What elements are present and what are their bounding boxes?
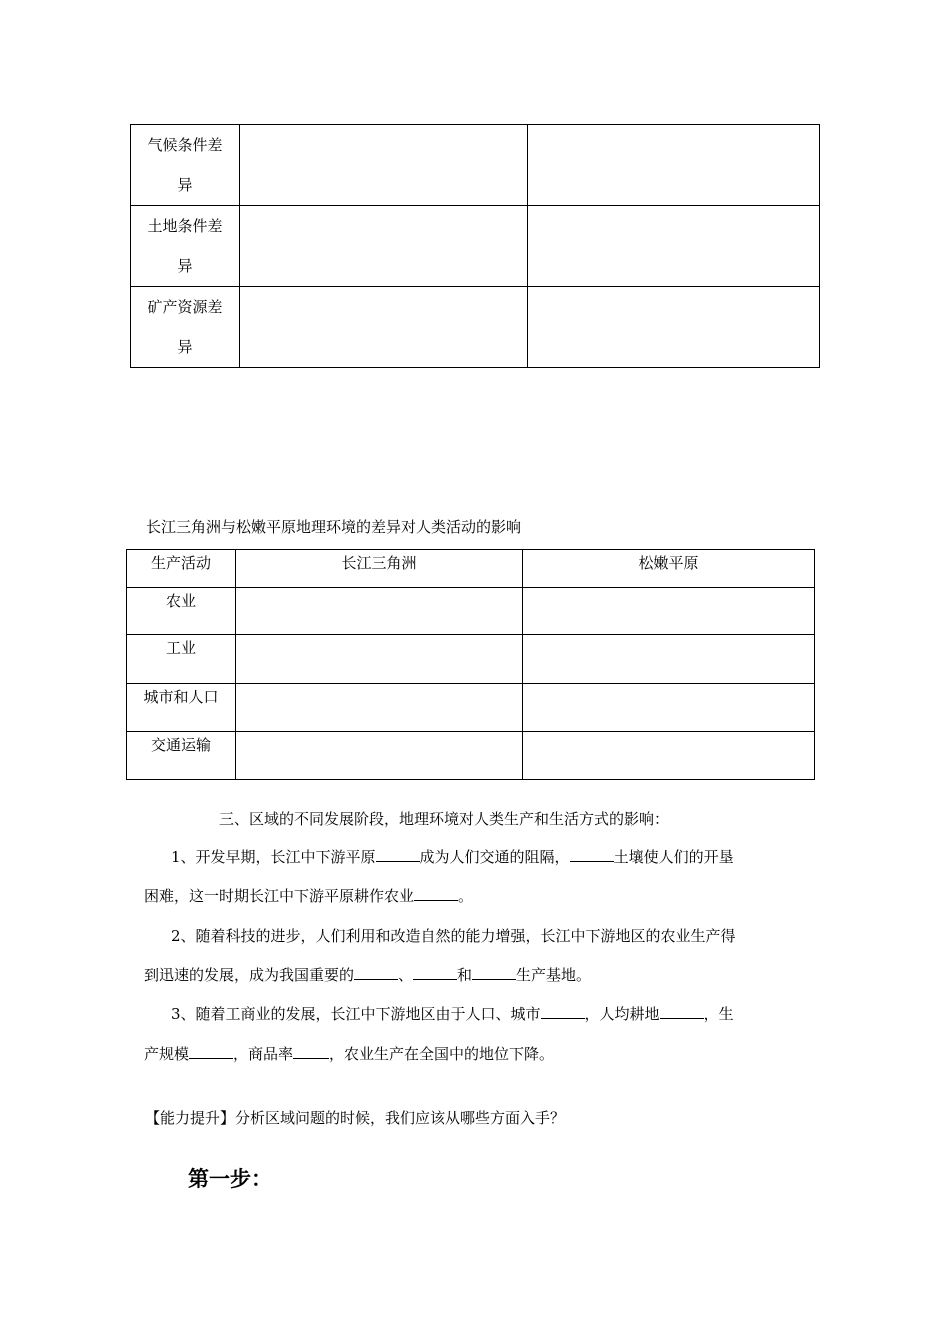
table-header-row (127, 550, 815, 588)
fill-blank[interactable] (570, 846, 614, 862)
environment-difference-table (130, 124, 820, 368)
table-cell (236, 732, 523, 780)
table-row (131, 125, 820, 206)
table-row (127, 684, 815, 732)
table-row (131, 206, 820, 287)
paragraph-2-line2: 到迅速的发展，成为我国重要的 、 和 生产基地。 (144, 966, 592, 984)
row-label-agriculture: 农业 (127, 588, 236, 635)
fill-blank[interactable] (472, 964, 516, 980)
row-label-city-population: 城市和人口 (127, 684, 236, 732)
table-cell (528, 287, 820, 368)
row-label-transport: 交通运输 (127, 732, 236, 780)
table-cell (236, 684, 523, 732)
section3-title: 三、区域的不同发展阶段，地理环境对人类生产和生活方式的影响： (219, 810, 670, 828)
paragraph-1-line1: 1、开发早期，长江中下游平原 成为人们交通的阻隔， 土壤使人们的开垦 (171, 848, 734, 866)
table-cell (240, 287, 528, 368)
fill-blank[interactable] (189, 1043, 233, 1059)
table2-caption: 长江三角洲与松嫩平原地理环境的差异对人类活动的影响 (146, 518, 522, 536)
table-cell (240, 125, 528, 206)
header-songnen-plain: 松嫩平原 (523, 550, 815, 588)
fill-blank[interactable] (293, 1043, 329, 1059)
table-cell (523, 588, 815, 635)
paragraph-1-line2: 困难，这一时期长江中下游平原耕作农业 。 (144, 887, 474, 905)
paragraph-3-line2: 产规模 ，商品率 ，农业生产在全国中的地位下降。 (144, 1045, 555, 1063)
step-heading: 第一步： (188, 1166, 272, 1191)
paragraph-3-line1: 3、随着工商业的发展，长江中下游地区由于人口、城市 ，人均耕地 ，生 (171, 1005, 734, 1023)
table-cell (523, 684, 815, 732)
row-label-climate: 气候条件差 异 (131, 125, 240, 206)
header-activity: 生产活动 (127, 550, 236, 588)
human-activity-table (126, 549, 815, 780)
row-label-industry: 工业 (127, 635, 236, 684)
fill-blank[interactable] (541, 1003, 585, 1019)
table-row (127, 732, 815, 780)
paragraph-2-line1: 2、随着科技的进步，人们利用和改造自然的能力增强，长江中下游地区的农业生产得 (171, 927, 736, 945)
table-cell (236, 635, 523, 684)
header-yangtze-delta: 长江三角洲 (236, 550, 523, 588)
ability-prompt: 【能力提升】分析区域问题的时候，我们应该从哪些方面入手？ (145, 1109, 566, 1127)
table-cell (240, 206, 528, 287)
table-row (127, 635, 815, 684)
fill-blank[interactable] (413, 964, 457, 980)
fill-blank[interactable] (354, 964, 398, 980)
table-cell (236, 588, 523, 635)
table-row (127, 588, 815, 635)
table-cell (528, 206, 820, 287)
table-cell (528, 125, 820, 206)
fill-blank[interactable] (376, 846, 420, 862)
fill-blank[interactable] (414, 885, 458, 901)
fill-blank[interactable] (660, 1003, 704, 1019)
table-cell (523, 635, 815, 684)
row-label-minerals: 矿产资源差 异 (131, 287, 240, 368)
row-label-land: 土地条件差 异 (131, 206, 240, 287)
table-row (131, 287, 820, 368)
table-cell (523, 732, 815, 780)
